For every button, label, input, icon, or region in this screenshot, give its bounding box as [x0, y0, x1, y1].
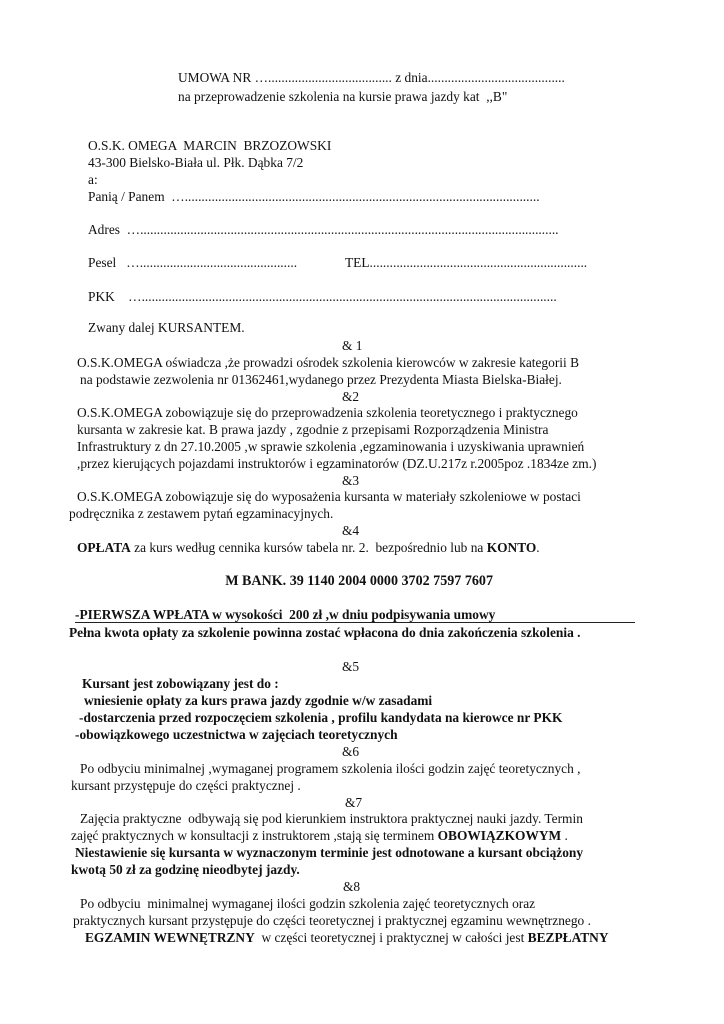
school-name: O.S.K. OMEGA MARCIN BRZOZOWSKI [88, 138, 332, 153]
section-7-text: Zajęcia praktyczne odbywają się pod kierunkiem instruktora praktycznej nauki jazdy. Termin [80, 811, 583, 826]
section-4-payment-line: OPŁATA za kurs według cennika kursów tabela nr. 2. bezpośrednio lub na KONTO. [77, 540, 540, 555]
full-payment-line: Pełna kwota opłaty za szkolenie powinna zostać wpłacona do dnia zakończenia szkolenia . [69, 625, 581, 640]
section-3-text: podręcznika z zestawem pytań egzaminacyjnych. [69, 506, 334, 521]
section-1-text: O.S.K.OMEGA oświadcza ,że prowadzi ośrodek szkolenia kierowców w zakresie kategorii B [77, 355, 579, 370]
first-payment-underline [75, 622, 635, 623]
section-1-heading: & 1 [342, 338, 363, 353]
section-1-text: na podstawie zezwolenia nr 01362461,wydanego przez Prezydenta Miasta Bielska-Białej. [80, 372, 562, 387]
name-field-line: Panią / Panem ….......................................................................................................... [88, 189, 540, 204]
section-6-text: Po odbyciu minimalnej ,wymaganej programem szkolenia ilości godzin zajęć teoretycznych , [80, 761, 581, 776]
section-2-text: kursanta w zakresie kat. B prawa jazdy , zgodnie z przepisami Rozporządzenia Ministra [77, 422, 549, 437]
kursant-definition: Zwany dalej KURSANTEM. [88, 320, 245, 335]
first-payment-line: -PIERWSZA WPŁATA w wysokości 200 zł ,w dniu podpisywania umowy [75, 607, 496, 622]
section-3-text: O.S.K.OMEGA zobowiązuje się do wyposażenia kursanta w materiały szkoleniowe w postaci [77, 489, 581, 504]
section-6-text: kursant przystępuje do części praktycznej . [71, 778, 301, 793]
section-5-text: -obowiązkowego uczestnictwa w zajęciach teoretycznych [75, 727, 398, 742]
payment-label: OPŁATA [77, 540, 131, 555]
section-5-heading: &5 [342, 659, 360, 674]
section-7-text: Niestawienie się kursanta w wyznaczonym terminie jest odnotowane a kursant obciążony [75, 845, 584, 860]
section-2-heading: &2 [342, 389, 360, 404]
pesel-field-line: Pesel …............................................... [88, 255, 298, 270]
bank-account-number: M BANK. 39 1140 2004 0000 3702 7597 7607 [225, 573, 494, 589]
section-7-heading: &7 [345, 795, 363, 810]
section-6-heading: &6 [342, 744, 360, 759]
phone-field-line: TEL................................................................. [345, 255, 588, 270]
school-address: 43-300 Bielsko-Biała ul. Płk. Dąbka 7/2 [88, 155, 304, 170]
section-2-text: Infrastruktury z dn 27.10.2005 ,w sprawie szkolenia ,egzaminowania i uzyskiwania uprawnień [77, 439, 585, 454]
section-8-heading: &8 [343, 879, 361, 894]
section-5-text: -dostarczenia przed rozpoczęciem szkolenia , profilu kandydata na kierowce nr PKK [79, 710, 563, 725]
section-5-text: wniesienie opłaty za kurs prawa jazdy zgodnie w/w zasadami [84, 693, 433, 708]
section-7-text: zajęć praktycznych w konsultacji z instruktorem ,stają się terminem OBOWIĄZKOWYM . [71, 828, 568, 843]
section-5-text: Kursant jest zobowiązany jest do : [82, 676, 279, 691]
section-8-text: EGZAMIN WEWNĘTRZNY w części teoretycznej i praktycznej w całości jest BEZPŁATNY [85, 930, 609, 945]
section-4-heading: &4 [342, 523, 360, 538]
section-8-text: praktycznych kursant przystępuje do części teoretycznej i praktycznej egzaminu wewnętrznego . [73, 913, 591, 928]
and-label: a: [88, 172, 98, 187]
section-8-text: Po odbyciu minimalnej wymaganej ilości godzin szkolenia zajęć teoretycznych oraz [80, 896, 536, 911]
contract-subject-line: na przeprowadzenie szkolenia na kursie prawa jazdy kat ,,B" [178, 89, 508, 104]
address-field-line: Adres …............................................................................................................................. [88, 222, 559, 237]
section-2-text: O.S.K.OMEGA zobowiązuje się do przeprowadzenia szkolenia teoretycznego i praktycznego [77, 405, 578, 420]
section-7-text: kwotą 50 zł za godzinę nieodbytej jazdy. [71, 862, 300, 877]
contract-number-line: UMOWA NR …..................................... z dnia......................................... [178, 70, 565, 85]
account-label: KONTO [486, 540, 537, 555]
pkk-field-line: PKK …............................................................................................................................ [88, 289, 557, 304]
section-3-heading: &3 [342, 473, 360, 488]
section-2-text: ,przez kierujących pojazdami instruktorów i egzaminatorów (DZ.U.217z r.2005poz .1834ze zm.) [77, 456, 597, 471]
